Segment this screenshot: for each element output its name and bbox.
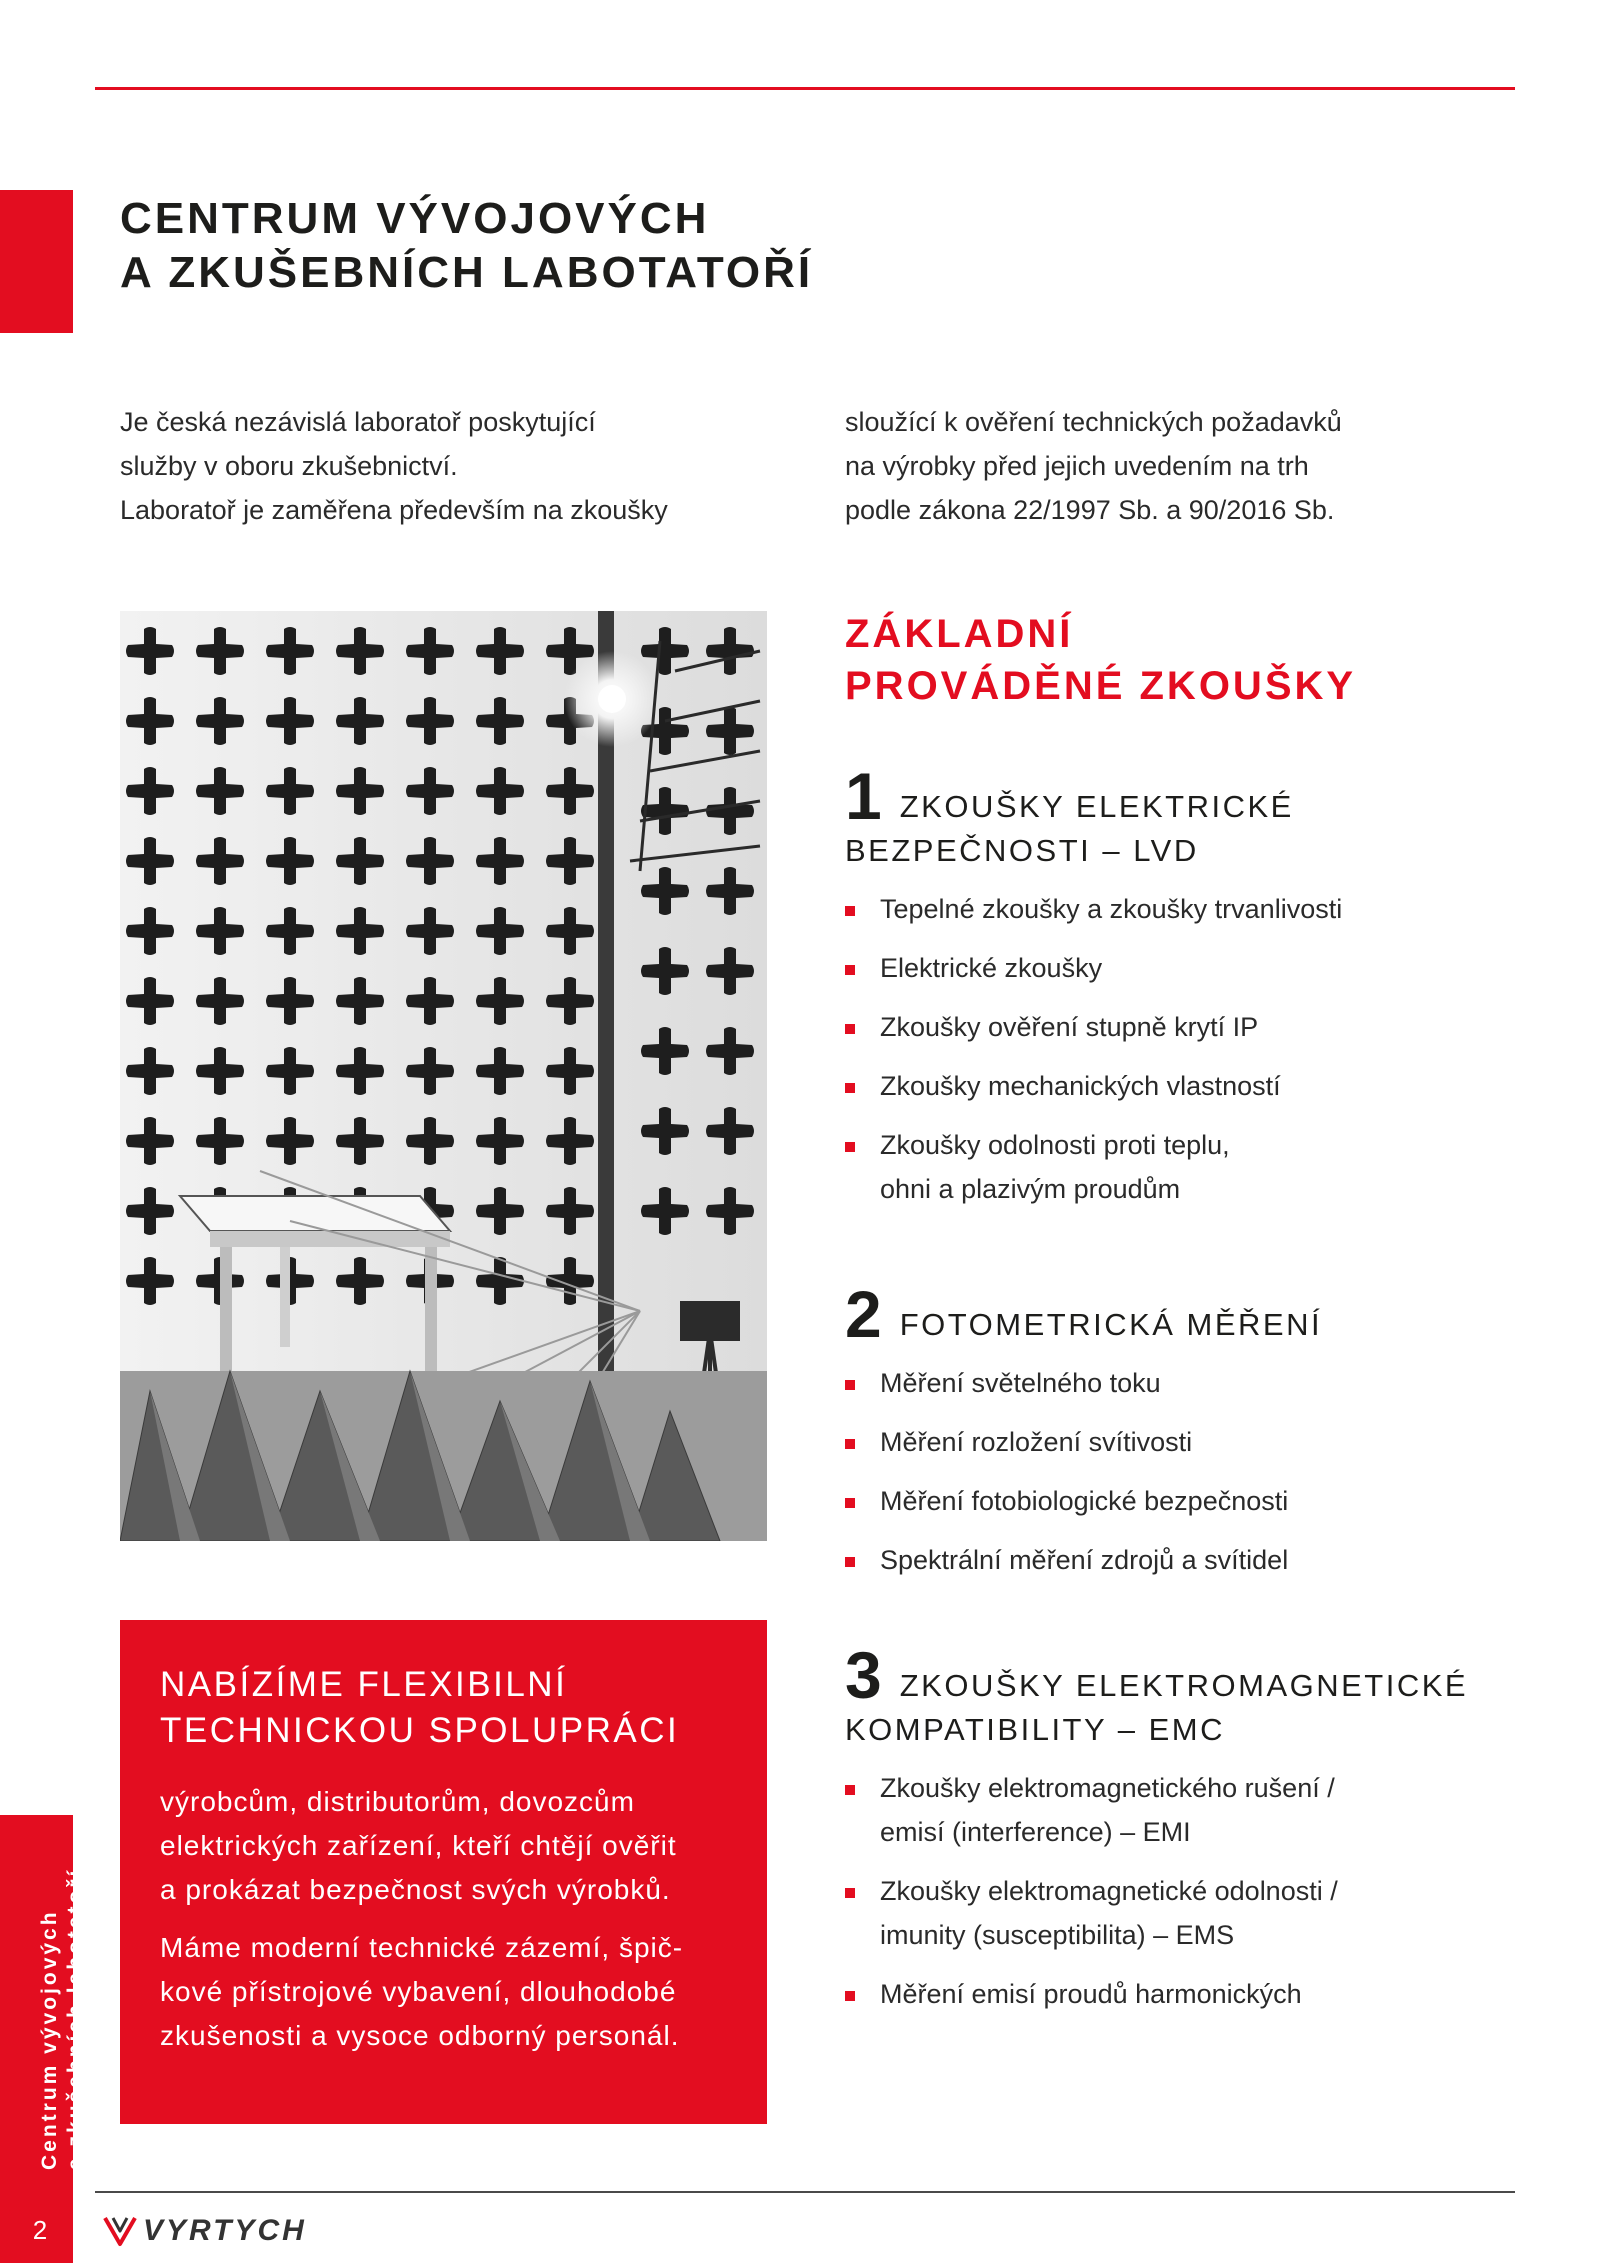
test-group-photometry bbox=[845, 1277, 1525, 1582]
intro-left-column bbox=[120, 400, 740, 532]
offer-line: zkušenosti a vysoce odborný personál. bbox=[160, 2020, 680, 2051]
offer-paragraph bbox=[160, 1780, 727, 1912]
list-item bbox=[845, 1538, 1525, 1582]
page-title-line: CENTRUM VÝVOJOVÝCH bbox=[120, 194, 710, 243]
list-item-text: Měření rozložení svítivosti bbox=[880, 1427, 1193, 1457]
test-list bbox=[845, 887, 1525, 1211]
intro-line: podle zákona 22/1997 Sb. a 90/2016 Sb. bbox=[845, 495, 1335, 525]
offer-paragraph bbox=[160, 1926, 727, 2058]
test-group-title-line: KOMPATIBILITY – EMC bbox=[845, 1712, 1225, 1747]
sidebar-label-line: a zkušebních labotatoří bbox=[64, 1867, 87, 2170]
intro-line: Je česká nezávislá laboratoř poskytující bbox=[120, 407, 596, 437]
intro-line: Laboratoř je zaměřena především na zkoušky bbox=[120, 495, 668, 525]
top-rule bbox=[95, 87, 1515, 90]
red-edge-tab bbox=[0, 190, 73, 333]
brand-mark-icon bbox=[103, 2214, 137, 2248]
list-item bbox=[845, 887, 1525, 931]
test-group-title bbox=[845, 759, 1525, 873]
list-item-text: Zkoušky elektromagnetické odolnosti / bbox=[880, 1876, 1338, 1906]
list-item-text: imunity (susceptibilita) – EMS bbox=[880, 1920, 1235, 1950]
list-item-text: Zkoušky mechanických vlastností bbox=[880, 1071, 1281, 1101]
list-item-text: Měření světelného toku bbox=[880, 1368, 1161, 1398]
test-group-lvd bbox=[845, 759, 1525, 1211]
tests-heading-line: ZÁKLADNÍ bbox=[845, 612, 1074, 656]
offer-line: Máme moderní technické zázemí, špič- bbox=[160, 1932, 684, 1963]
intro-line: sloužící k ověření technických požadavků bbox=[845, 407, 1342, 437]
list-item-text: Elektrické zkoušky bbox=[880, 953, 1103, 983]
test-group-title-line: ZKOUŠKY ELEKTROMAGNETICKÉ bbox=[899, 1668, 1469, 1703]
page-title bbox=[120, 192, 813, 300]
list-item bbox=[845, 1972, 1525, 2016]
sidebar-label-line: Centrum vývojových bbox=[38, 1909, 61, 2170]
offer-line: a prokázat bezpečnost svých výrobků. bbox=[160, 1874, 671, 1905]
test-group-number: 1 bbox=[845, 759, 882, 833]
offer-heading-line: TECHNICKOU SPOLUPRÁCI bbox=[160, 1711, 680, 1750]
list-item-text: emisí (interference) – EMI bbox=[880, 1817, 1191, 1847]
offer-heading bbox=[160, 1662, 727, 1754]
list-item-text: Zkoušky odolnosti proti teplu, bbox=[880, 1130, 1230, 1160]
tests-heading-line: PROVÁDĚNÉ ZKOUŠKY bbox=[845, 664, 1357, 708]
intro-line: služby v oboru zkušebnictví. bbox=[120, 451, 458, 481]
list-item bbox=[845, 1869, 1525, 1957]
footer-rule bbox=[95, 2191, 1515, 2193]
list-item bbox=[845, 1123, 1525, 1211]
page-title-line: A ZKUŠEBNÍCH LABOTATOŘÍ bbox=[120, 248, 814, 297]
brand-name: VYRTYCH bbox=[143, 2214, 307, 2247]
test-group-title-line: ZKOUŠKY ELEKTRICKÉ bbox=[899, 789, 1294, 824]
list-item bbox=[845, 1420, 1525, 1464]
anechoic-chamber-photo bbox=[120, 611, 767, 1541]
list-item-text: Měření fotobiologické bezpečnosti bbox=[880, 1486, 1289, 1516]
offer-box bbox=[120, 1620, 767, 2124]
list-item-text: ohni a plazivým proudům bbox=[880, 1174, 1181, 1204]
test-group-title-line: BEZPEČNOSTI – LVD bbox=[845, 833, 1199, 868]
page-number: 2 bbox=[32, 2215, 48, 2245]
list-item bbox=[845, 1361, 1525, 1405]
list-item bbox=[845, 946, 1525, 990]
test-group-title bbox=[845, 1277, 1525, 1351]
offer-line: výrobcům, distributorům, dovozcům bbox=[160, 1786, 635, 1817]
sidebar-label bbox=[37, 1750, 89, 2170]
list-item-text: Měření emisí proudů harmonických bbox=[880, 1979, 1302, 2009]
anechoic-chamber-illustration bbox=[120, 611, 767, 1541]
test-group-number: 2 bbox=[845, 1277, 882, 1351]
offer-heading-line: NABÍZÍME FLEXIBILNÍ bbox=[160, 1665, 568, 1704]
test-list bbox=[845, 1766, 1525, 2016]
list-item bbox=[845, 1064, 1525, 1108]
list-item-text: Zkoušky elektromagnetického rušení / bbox=[880, 1773, 1335, 1803]
list-item-text: Zkoušky ověření stupně krytí IP bbox=[880, 1012, 1259, 1042]
test-group-title-line: FOTOMETRICKÁ MĚŘENÍ bbox=[899, 1307, 1323, 1342]
test-group-emc bbox=[845, 1638, 1525, 2016]
list-item-text: Tepelné zkoušky a zkoušky trvanlivosti bbox=[880, 894, 1343, 924]
list-item bbox=[845, 1005, 1525, 1049]
list-item-text: Spektrální měření zdrojů a svítidel bbox=[880, 1545, 1289, 1575]
list-item bbox=[845, 1479, 1525, 1523]
test-group-number: 3 bbox=[845, 1638, 882, 1712]
tests-heading bbox=[845, 608, 1356, 712]
list-item bbox=[845, 1766, 1525, 1854]
intro-right-column bbox=[845, 400, 1465, 532]
offer-line: kové přístrojové vybavení, dlouhodobé bbox=[160, 1976, 677, 2007]
test-group-title bbox=[845, 1638, 1525, 1752]
brand-logo bbox=[103, 2213, 307, 2249]
test-list bbox=[845, 1361, 1525, 1582]
intro-line: na výrobky před jejich uvedením na trh bbox=[845, 451, 1309, 481]
offer-line: elektrických zařízení, kteří chtějí ověřit bbox=[160, 1830, 677, 1861]
